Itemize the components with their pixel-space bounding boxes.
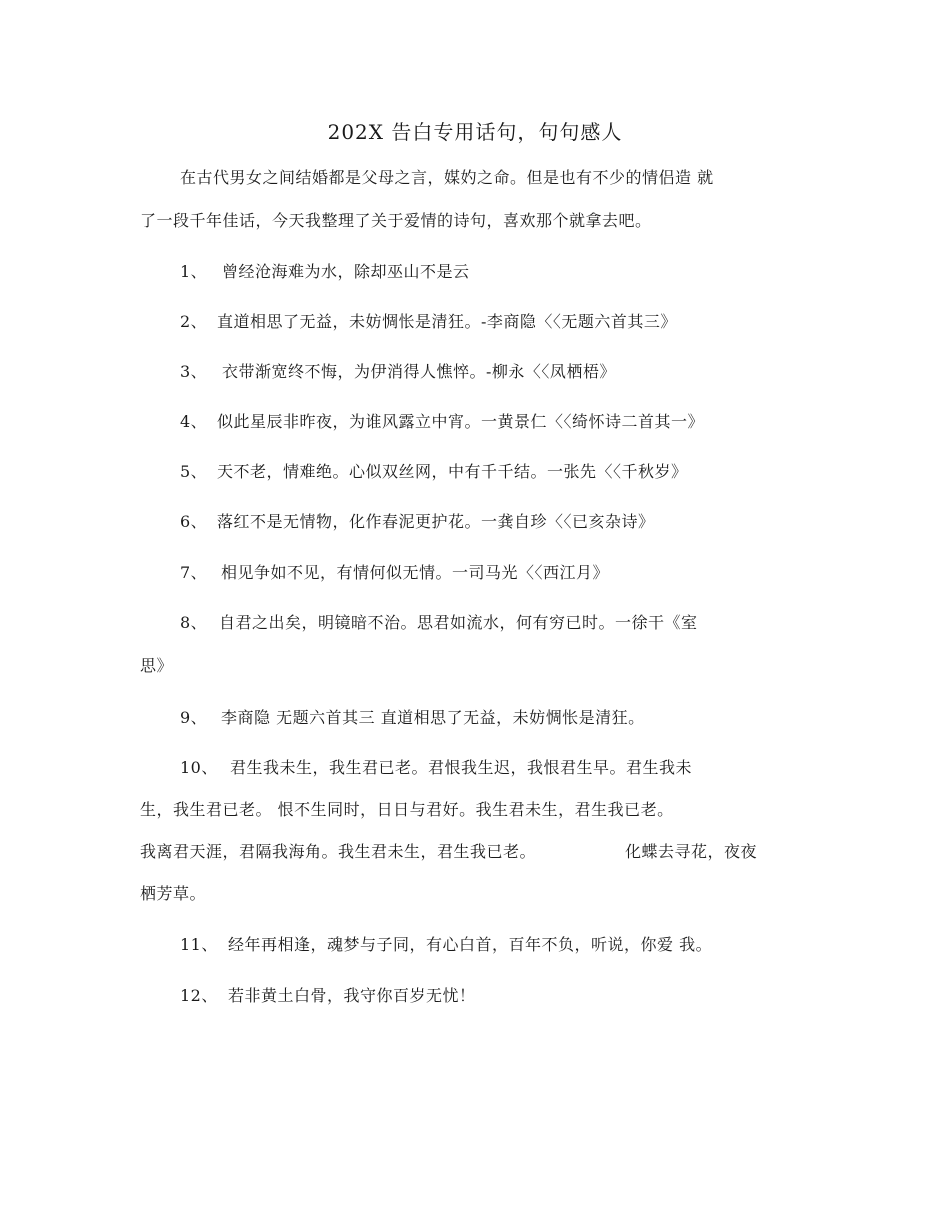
list-item xyxy=(180,560,609,583)
item-text: 曾经沧海难为水，除却巫山不是云 xyxy=(222,262,470,281)
intro-line-2: 了一段千年佳话，今天我整理了关于爱情的诗句，喜欢那个就拿去吧。 xyxy=(140,211,652,230)
item-number: 7、 xyxy=(180,563,208,582)
item-text: 君生我未生，我生君已老。君恨我生迟，我恨君生早。君生我未 xyxy=(230,758,693,777)
item-number: 6、 xyxy=(180,512,208,531)
document-title: 202X 告白专用话句，句句感人 xyxy=(327,120,623,144)
list-item xyxy=(180,705,645,728)
list-item xyxy=(180,359,616,382)
item-text: 天不老，情难绝。心似双丝网，中有千千结。一张先〈〈千秋岁》 xyxy=(217,462,688,481)
item-number: 11、 xyxy=(180,935,218,954)
item-text: 自君之出矣，明镜暗不治。思君如流水，何有穷已时。一徐干《室 xyxy=(219,613,698,632)
intro-line-1: 在古代男女之间结婚都是父母之言，媒妁之命。但是也有不少的情侣造 就 xyxy=(180,168,714,187)
item-text: 落红不是无情物，化作春泥更护花。一龚自珍〈〈已亥杂诗》 xyxy=(217,512,655,531)
item-number: 10、 xyxy=(180,758,218,777)
item-text: 似此星辰非昨夜，为谁风露立中宵。一黄景仁〈〈绮怀诗二首其一》 xyxy=(217,412,705,431)
list-item xyxy=(180,459,688,482)
list-item xyxy=(180,983,476,1006)
item-number: 3、 xyxy=(180,362,208,381)
item-continuation-tail: 化蝶去寻花，夜夜 xyxy=(625,842,758,861)
item-continuation: 栖芳草。 xyxy=(140,884,207,903)
list-item xyxy=(180,409,704,432)
list-item xyxy=(180,932,712,955)
item-number: 5、 xyxy=(180,462,208,481)
item-text: 衣带渐宽终不悔，为伊消得人憔悴。-柳永〈〈凤栖梧》 xyxy=(222,362,616,381)
list-item xyxy=(180,610,698,633)
item-text: 李商隐 无题六首其三 直道相思了无益，未妨惆怅是清狂。 xyxy=(221,708,645,727)
item-number: 2、 xyxy=(180,312,208,331)
item-text: 若非黄土白骨，我守你百岁无忧！ xyxy=(228,986,476,1005)
list-item xyxy=(180,309,677,332)
item-continuation: 我离君天涯，君隔我海角。我生君未生，君生我已老。 xyxy=(140,842,537,861)
item-continuation: 生，我生君已老。 恨不生同时，日日与君好。我生君未生，君生我已老。 xyxy=(140,800,674,819)
item-text: 经年再相逢，魂梦与子同，有心白首，百年不负，听说，你爱 我。 xyxy=(228,935,713,954)
item-number: 12、 xyxy=(180,986,218,1005)
item-text: 直道相思了无益，未妨惆怅是清狂。-李商隐〈〈无题六首其三》 xyxy=(217,312,677,331)
list-item xyxy=(180,755,692,778)
item-number: 4、 xyxy=(180,412,208,431)
item-number: 8、 xyxy=(180,613,208,632)
list-item xyxy=(180,259,470,282)
item-number: 9、 xyxy=(180,708,208,727)
item-text: 相见争如不见，有情何似无情。一司马光〈〈西江月》 xyxy=(221,563,610,582)
list-item xyxy=(180,509,655,532)
item-number: 1、 xyxy=(180,262,208,281)
item-continuation: 思》 xyxy=(140,656,174,675)
